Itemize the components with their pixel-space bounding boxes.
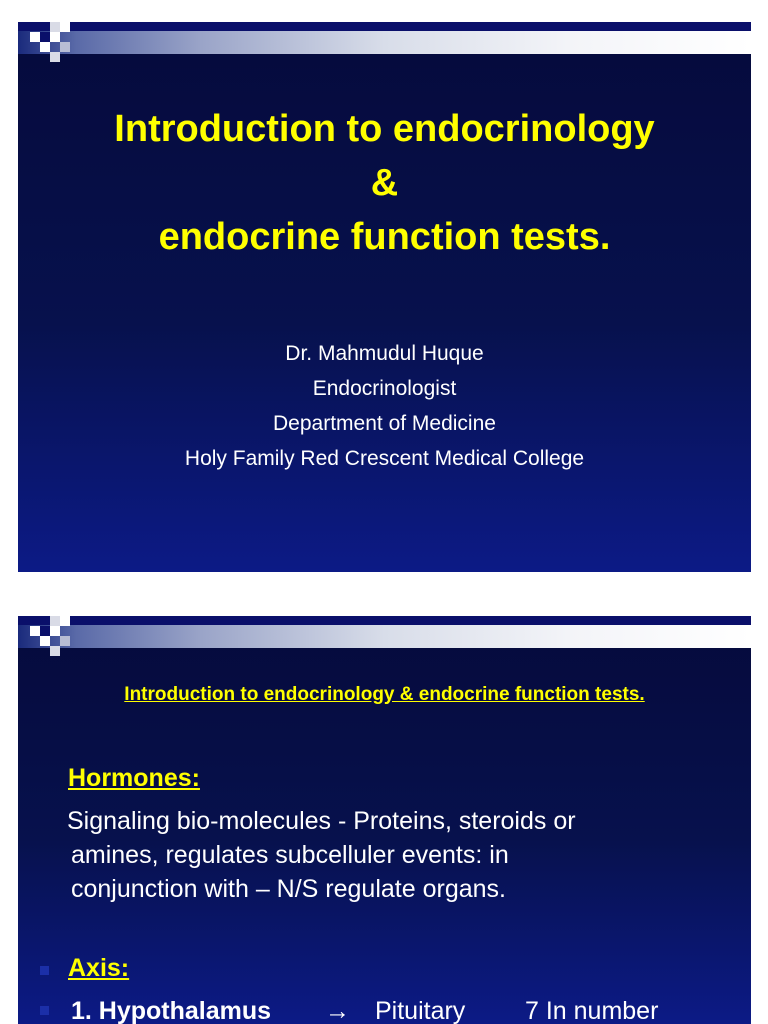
axis-heading: Axis: [68, 954, 130, 982]
slide-header-bar [18, 616, 751, 656]
hormones-line-1: Signaling bio-molecules - Proteins, steroids or [67, 807, 576, 835]
axis-list-item [71, 994, 751, 1024]
bullet-marker [40, 966, 49, 975]
author-name: Dr. Mahmudul Huque [285, 342, 484, 365]
axis-target-label: Pituitary [375, 997, 466, 1024]
header-band-top [18, 22, 751, 31]
axis-item-label: 1. Hypothalamus [71, 997, 272, 1024]
header-band-top [18, 616, 751, 625]
hormones-line-2: amines, regulates subcelluler events: in [71, 841, 509, 869]
author-role: Endocrinologist [312, 377, 457, 400]
author-block [18, 336, 751, 476]
author-institution: Holy Family Red Crescent Medical College [184, 447, 585, 470]
axis-count-label: 7 In number [525, 997, 659, 1024]
slide-header-bar [18, 22, 751, 62]
title-line-1: Introduction to endocrinology [114, 108, 655, 150]
slide-title [18, 102, 751, 264]
hormones-heading: Hormones: [68, 764, 200, 792]
slide-heading: Introduction to endocrinology & endocrine function tests. [124, 684, 645, 705]
header-gradient-band [18, 625, 751, 648]
header-gradient-band [18, 31, 751, 54]
title-line-2: & [370, 162, 399, 204]
right-arrow-icon: → [325, 997, 350, 1024]
content-slide [18, 616, 751, 1024]
corner-squares-decoration [18, 22, 74, 66]
hormones-definition [67, 804, 727, 906]
bullet-marker [40, 1006, 49, 1015]
corner-squares-decoration [18, 616, 74, 660]
title-line-3: endocrine function tests. [158, 216, 611, 258]
hormones-line-3: conjunction with – N/S regulate organs. [71, 875, 506, 903]
author-department: Department of Medicine [273, 412, 496, 435]
title-slide [18, 22, 751, 572]
